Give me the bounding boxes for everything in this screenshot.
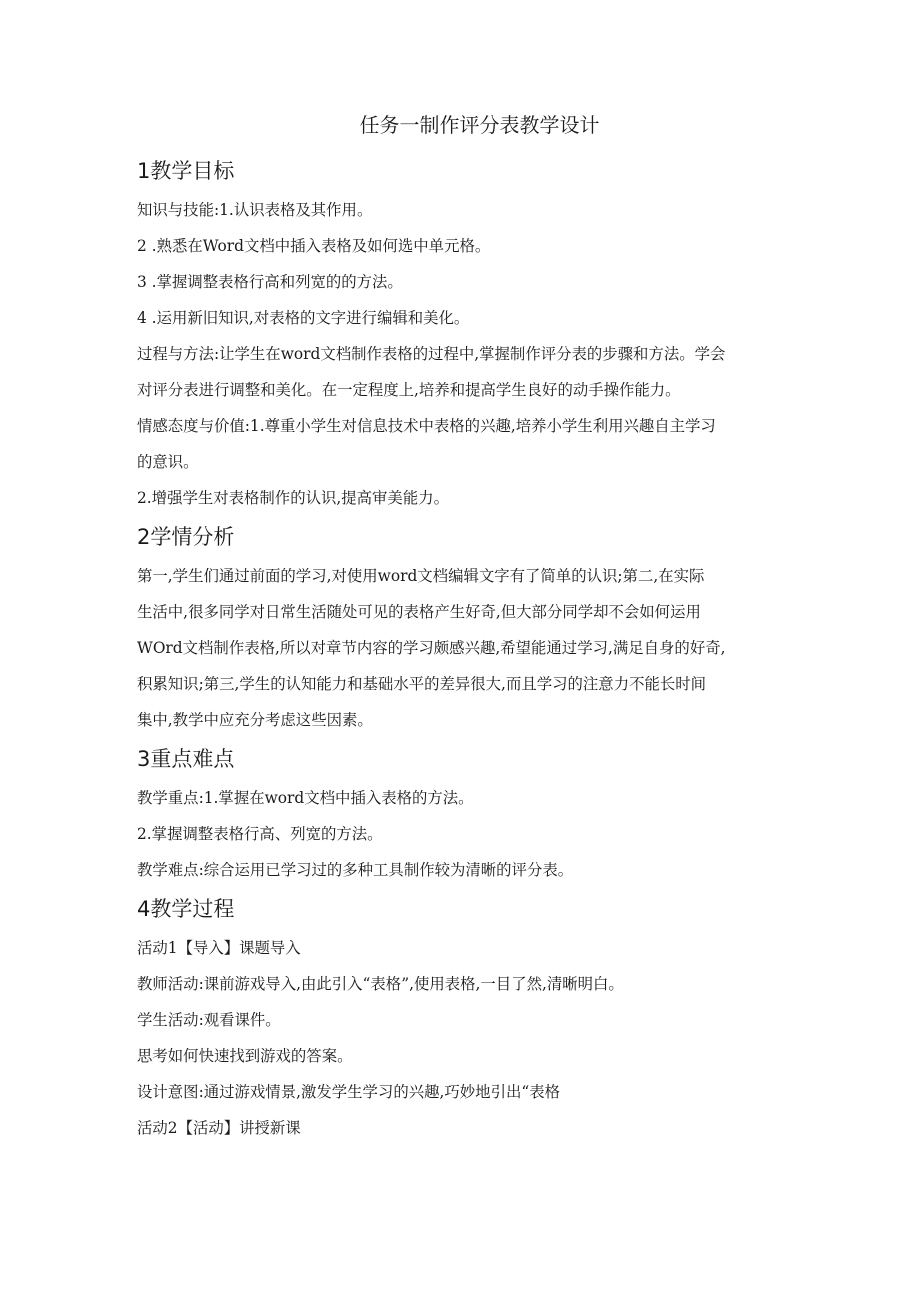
paragraph: 2.增强学生对表格制作的认识,提高审美能力。 [137,489,449,507]
section-heading: 1教学目标 [137,159,235,183]
paragraph: 2 .熟悉在Word文档中插入表格及如何选中单元格。 [137,237,491,255]
paragraph: 情感态度与价值:1.尊重小学生对信息技术中表格的兴趣,培养小学生利用兴趣自主学习 [137,417,716,435]
section-heading: 4教学过程 [137,897,235,921]
paragraph: 4 .运用新旧知识,对表格的文字进行编辑和美化。 [137,309,470,327]
paragraph: 对评分表进行调整和美化。在一定程度上,培养和提高学生良好的动手操作能力。 [137,381,681,399]
paragraph: 知识与技能:1.认识表格及其作用。 [137,201,373,219]
paragraph: 积累知识;第三,学生的认知能力和基础水平的差异很大,而且学习的注意力不能长时间 [137,675,707,693]
paragraph: 第一,学生们通过前面的学习,对使用word文档编辑文字有了简单的认识;第二,在实际 [137,567,705,585]
paragraph: 集中,教学中应充分考虑这些因素。 [137,711,373,729]
paragraph: WOrd文档制作表格,所以对章节内容的学习颇感兴趣,希望能通过学习,满足自身的好奇, [137,639,726,657]
paragraph: 活动1【导入】课题导入 [137,939,301,957]
section-heading: 3重点难点 [137,747,235,771]
paragraph: 设计意图:通过游戏情景,激发学生学习的兴趣,巧妙地引出“表格 [137,1083,560,1101]
section-heading: 2学情分析 [137,525,235,549]
paragraph: 思考如何快速找到游戏的答案。 [137,1047,353,1065]
paragraph: 学生活动:观看课件。 [137,1011,281,1029]
section-learner-analysis [137,522,810,738]
paragraph: 活动2【活动】讲授新课 [137,1119,301,1137]
paragraph: 教师活动:课前游戏导入,由此引入“表格”,使用表格,一目了然,清晰明白。 [137,975,624,993]
section-key-difficult-points [137,744,810,888]
paragraph: 生活中,很多同学对日常生活随处可见的表格产生好奇,但大部分同学却不会如何运用 [137,603,701,621]
paragraph: 教学重点:1.掌握在word文档中插入表格的方法。 [137,789,474,807]
paragraph: 3 .掌握调整表格行高和列宽的的方法。 [137,273,403,291]
paragraph: 过程与方法:让学生在word文档制作表格的过程中,掌握制作评分表的步骤和方法。学会 [137,345,726,363]
paragraph: 教学难点:综合运用已学习过的多种工具制作较为清晰的评分表。 [137,861,574,879]
section-teaching-goals [137,156,810,516]
paragraph: 的意识。 [137,453,199,471]
section-teaching-process [137,894,810,1146]
document-title: 任务一制作评分表教学设计 [359,113,600,137]
paragraph: 2.掌握调整表格行高、列宽的方法。 [137,825,383,843]
